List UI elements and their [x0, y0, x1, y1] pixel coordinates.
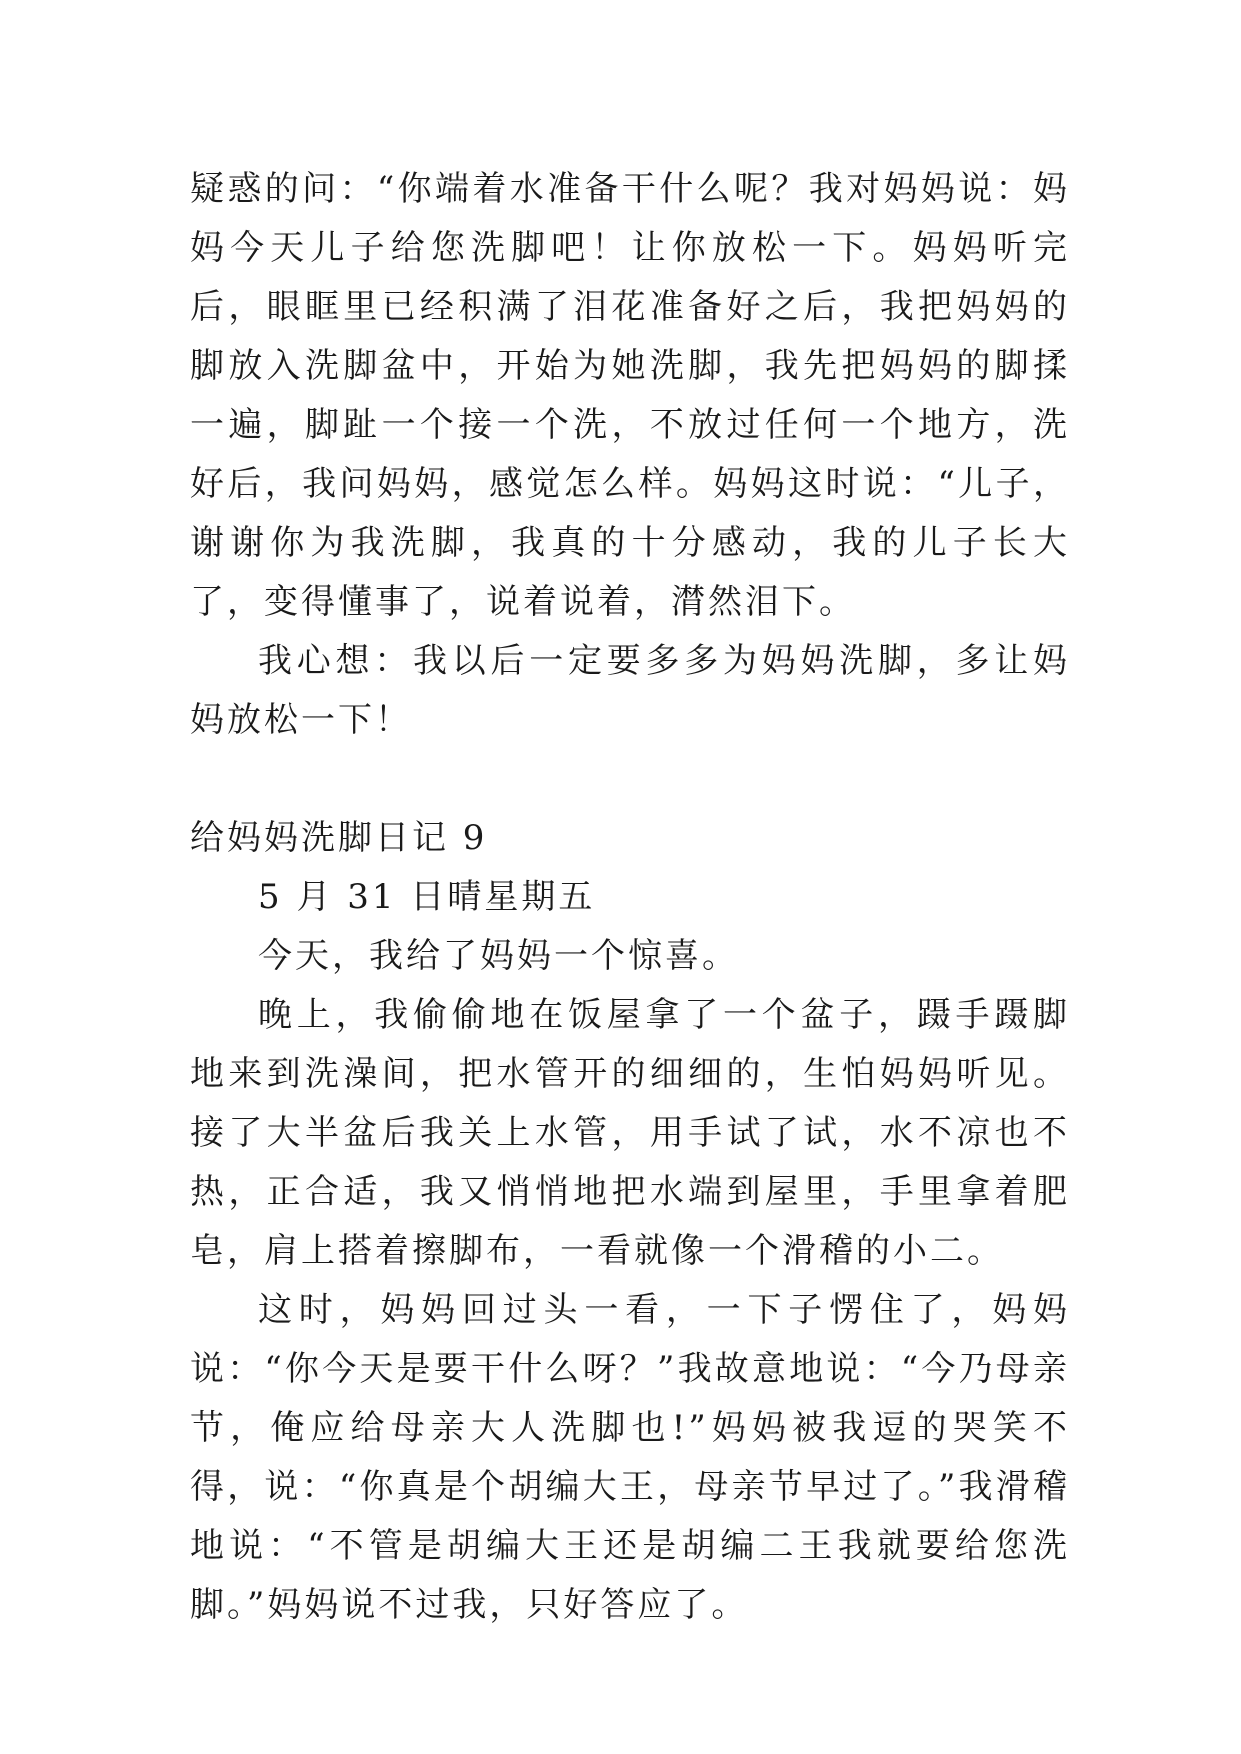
- paragraph-2: 晚上，我偷偷地在饭屋拿了一个盆子，蹑手蹑脚地来到洗澡间，把水管开的细细的，生怕妈妈听见。接了大半盆后我关上水管，用手试了试，水不凉也不热，正合适，我又悄悄地把水端到屋里，手里拿着肥皂，肩上搭着擦脚布，一看就像一个滑稽的小二。: [190, 995, 1070, 1271]
- section-spacer: [190, 750, 1070, 809]
- date-line: 5 月 31 日晴星期五: [258, 877, 596, 917]
- paragraph-continued: 疑惑的问：“你端着水准备干什么呢？我对妈妈说：妈妈今天儿子给您洗脚吧！让你放松一下。妈妈听完后，眼眶里已经积满了泪花准备好之后，我把妈妈的脚放入洗脚盆中，开始为她洗脚，我先把妈妈的脚揉一遍，脚趾一个接一个洗，不放过任何一个地方，洗好后，我问妈妈，感觉怎么样。妈妈这时说：“儿子，谢谢你为我洗脚，我真的十分感动，我的儿子长大了，变得懂事了，说着说着，潸然泪下。: [190, 169, 1070, 622]
- paragraph-reflection: 我心想：我以后一定要多多为妈妈洗脚，多让妈妈放松一下！: [190, 641, 1070, 740]
- paragraph-1: 今天，我给了妈妈一个惊喜。: [258, 936, 739, 976]
- paragraph-3: 这时，妈妈回过头一看，一下子愣住了，妈妈说：“你今天是要干什么呀？”我故意地说：“今乃母亲节，俺应给母亲大人洗脚也!”妈妈被我逗的哭笑不得，说：“你真是个胡编大王，母亲节早过了。”我滑稽地说：“不管是胡编大王还是胡编二王我就要给您洗脚。”妈妈说不过我，只好答应了。: [190, 1290, 1070, 1625]
- document-body: [190, 160, 1070, 1635]
- section-title: 给妈妈洗脚日记 9: [190, 818, 488, 858]
